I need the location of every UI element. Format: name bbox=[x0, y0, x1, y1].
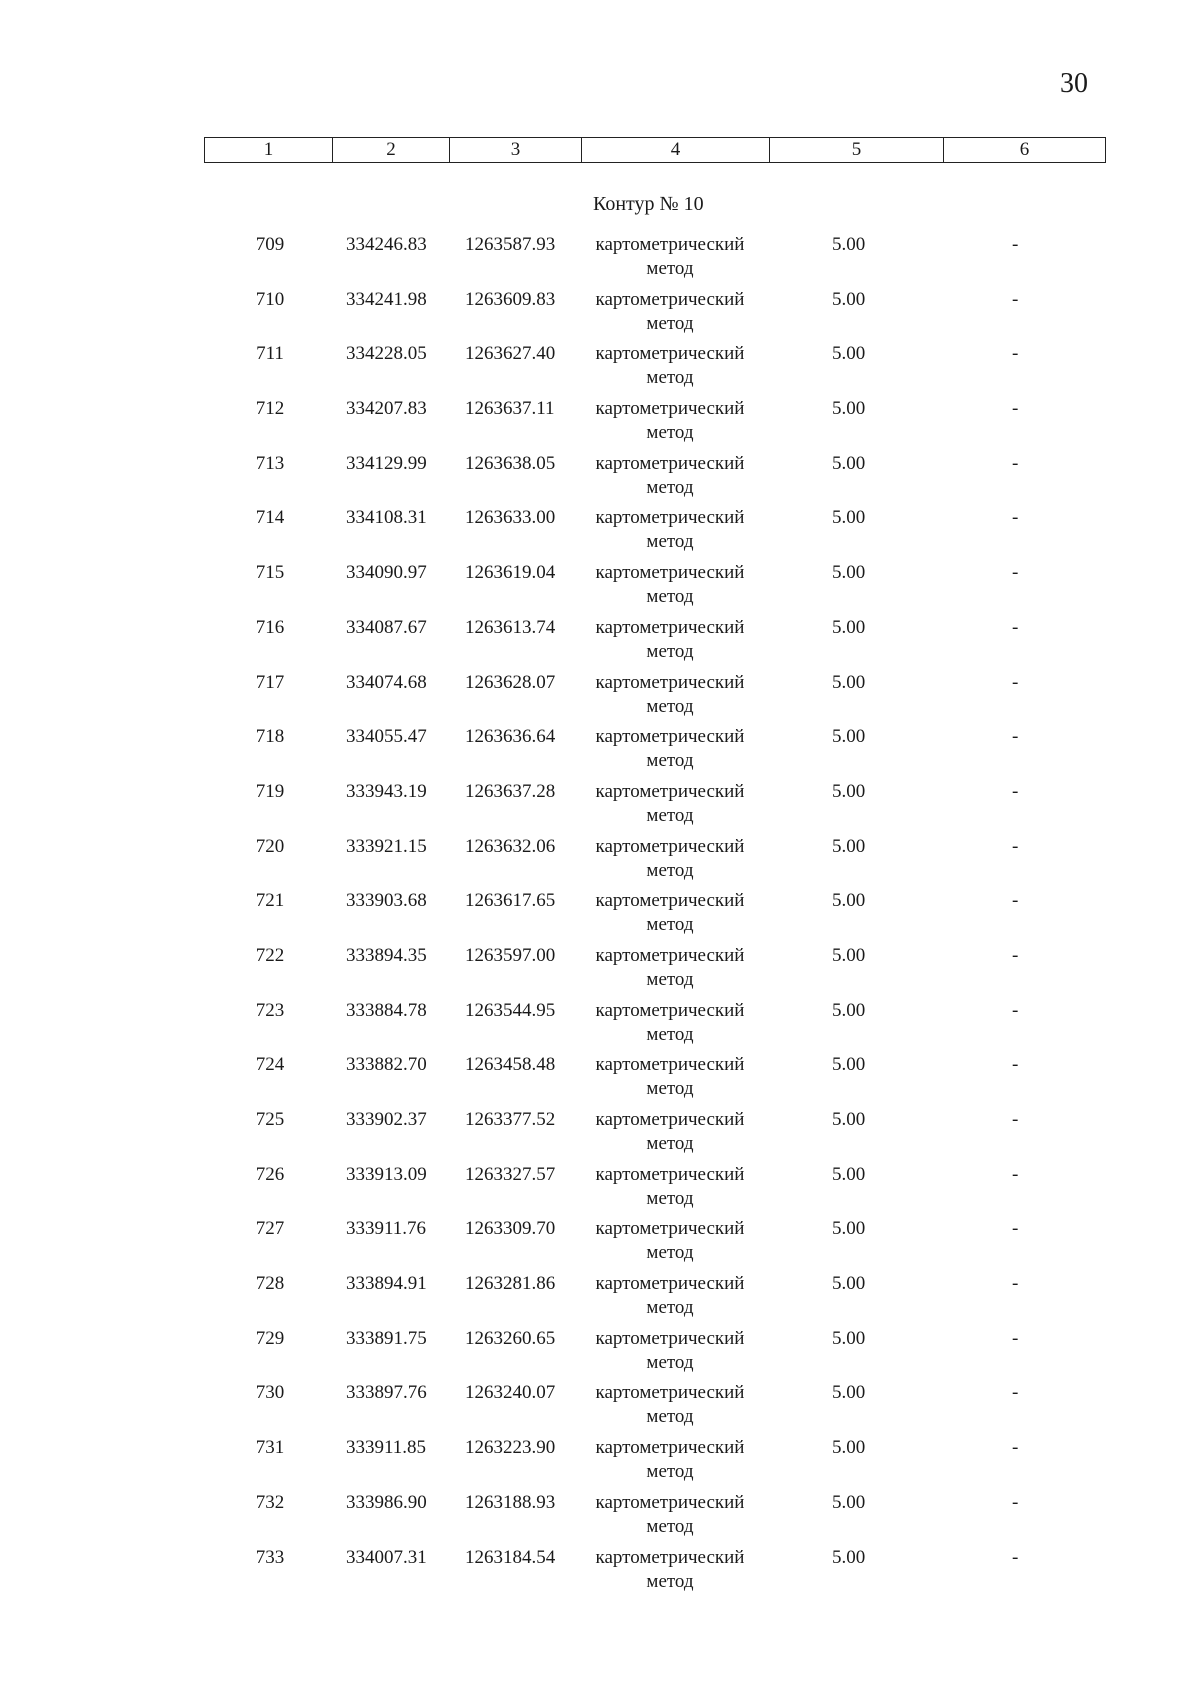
note: - bbox=[1012, 999, 1019, 1021]
table-row bbox=[0, 1327, 1200, 1382]
table-row bbox=[0, 397, 1200, 452]
method-text: картометрический метод bbox=[595, 1382, 745, 1428]
coordinate-y: 1263627.40 bbox=[465, 343, 556, 365]
column-header-5: 5 bbox=[770, 138, 944, 163]
coordinate-y: 1263184.54 bbox=[465, 1546, 556, 1568]
accuracy: 5.00 bbox=[832, 343, 866, 365]
note: - bbox=[1012, 234, 1019, 255]
coordinate-x: 333894.91 bbox=[346, 1273, 427, 1295]
column-header-3: 3 bbox=[450, 138, 582, 163]
method-text: картометрический метод bbox=[595, 616, 745, 662]
coordinate-y: 1263619.04 bbox=[465, 562, 556, 584]
coordinate-x: 334087.67 bbox=[346, 616, 427, 638]
accuracy: 5.00 bbox=[832, 1437, 866, 1459]
coordinate-x: 334090.97 bbox=[346, 562, 427, 584]
method-text: картометрический метод bbox=[595, 1327, 745, 1373]
point-number: 727 bbox=[255, 1218, 285, 1240]
coordinate-x: 333911.85 bbox=[346, 1437, 427, 1459]
table-row bbox=[0, 1491, 1200, 1546]
accuracy: 5.00 bbox=[832, 1109, 866, 1130]
point-number: 721 bbox=[255, 890, 285, 912]
table-row bbox=[0, 342, 1200, 397]
note: - bbox=[1012, 835, 1019, 857]
table-row bbox=[0, 452, 1200, 507]
coordinate-x: 333894.35 bbox=[346, 944, 427, 966]
method-text: картометрический метод bbox=[595, 234, 745, 279]
table-row bbox=[0, 999, 1200, 1054]
coordinate-y: 1263609.83 bbox=[465, 288, 556, 310]
coordinate-y: 1263188.93 bbox=[465, 1491, 556, 1513]
point-number: 728 bbox=[255, 1273, 285, 1295]
accuracy: 5.00 bbox=[832, 890, 866, 912]
note: - bbox=[1012, 1163, 1019, 1185]
coordinate-x: 333903.68 bbox=[346, 890, 427, 912]
coordinate-y: 1263638.05 bbox=[465, 452, 556, 474]
accuracy: 5.00 bbox=[832, 1546, 866, 1568]
method-cell bbox=[590, 1108, 750, 1156]
coordinate-y: 1263587.93 bbox=[465, 234, 556, 255]
table-row bbox=[0, 671, 1200, 726]
column-header-1: 1 bbox=[205, 138, 333, 163]
note: - bbox=[1012, 1437, 1019, 1459]
method-cell bbox=[590, 397, 750, 445]
coordinate-x: 333891.75 bbox=[346, 1327, 427, 1349]
note: - bbox=[1012, 288, 1019, 310]
note: - bbox=[1012, 1273, 1019, 1295]
note: - bbox=[1012, 616, 1019, 638]
point-number: 726 bbox=[255, 1163, 285, 1185]
coordinate-y: 1263544.95 bbox=[465, 999, 556, 1021]
table-row bbox=[0, 1546, 1200, 1601]
point-number: 733 bbox=[255, 1546, 285, 1568]
note: - bbox=[1012, 890, 1019, 912]
coordinate-x: 333943.19 bbox=[346, 780, 427, 802]
method-cell bbox=[590, 780, 750, 828]
method-cell bbox=[590, 1327, 750, 1375]
method-cell bbox=[590, 1546, 750, 1594]
table-row bbox=[0, 835, 1200, 890]
coordinate-y: 1263637.28 bbox=[465, 780, 556, 802]
coordinate-y: 1263240.07 bbox=[465, 1382, 556, 1404]
accuracy: 5.00 bbox=[832, 999, 866, 1021]
accuracy: 5.00 bbox=[832, 835, 866, 857]
coordinate-x: 334246.83 bbox=[346, 234, 427, 255]
coordinate-x: 334207.83 bbox=[346, 398, 427, 420]
coordinate-y: 1263617.65 bbox=[465, 890, 556, 912]
note: - bbox=[1012, 507, 1019, 529]
point-number: 722 bbox=[255, 944, 285, 966]
coordinate-y: 1263377.52 bbox=[465, 1109, 556, 1130]
point-number: 712 bbox=[255, 398, 285, 420]
method-cell bbox=[590, 1217, 750, 1265]
method-cell bbox=[590, 233, 750, 281]
note: - bbox=[1012, 1327, 1019, 1349]
note: - bbox=[1012, 944, 1019, 966]
method-text: картометрический метод bbox=[595, 944, 745, 990]
column-header-row bbox=[205, 138, 1106, 163]
note: - bbox=[1012, 343, 1019, 365]
method-text: картометрический метод bbox=[595, 1054, 745, 1100]
coordinate-y: 1263628.07 bbox=[465, 671, 556, 693]
method-text: картометрический метод bbox=[595, 507, 745, 553]
method-text: картометрический метод bbox=[595, 1437, 745, 1483]
note: - bbox=[1012, 780, 1019, 802]
point-number: 717 bbox=[255, 671, 285, 693]
point-number: 720 bbox=[255, 835, 285, 857]
column-header-table bbox=[204, 137, 1106, 163]
accuracy: 5.00 bbox=[832, 398, 866, 420]
accuracy: 5.00 bbox=[832, 234, 866, 255]
coordinate-x: 333913.09 bbox=[346, 1163, 427, 1185]
coordinate-x: 333986.90 bbox=[346, 1491, 427, 1513]
method-cell bbox=[590, 1272, 750, 1320]
coordinate-y: 1263636.64 bbox=[465, 726, 556, 748]
accuracy: 5.00 bbox=[832, 726, 866, 748]
accuracy: 5.00 bbox=[832, 780, 866, 802]
table-row bbox=[0, 288, 1200, 343]
method-text: картометрический метод bbox=[595, 1273, 745, 1319]
point-number: 709 bbox=[255, 234, 285, 255]
coordinate-y: 1263613.74 bbox=[465, 616, 556, 638]
note: - bbox=[1012, 1109, 1019, 1130]
method-text: картометрический метод bbox=[595, 1546, 745, 1592]
table-row bbox=[0, 1381, 1200, 1436]
note: - bbox=[1012, 1491, 1019, 1513]
method-text: картометрический метод bbox=[595, 562, 745, 608]
coordinate-x: 334228.05 bbox=[346, 343, 427, 365]
coordinate-x: 334074.68 bbox=[346, 671, 427, 693]
coordinate-x: 334241.98 bbox=[346, 288, 427, 310]
table-row bbox=[0, 233, 1200, 288]
column-header-2: 2 bbox=[333, 138, 450, 163]
page-number: 30 bbox=[1060, 68, 1088, 99]
method-cell bbox=[590, 1163, 750, 1211]
coordinate-y: 1263633.00 bbox=[465, 507, 556, 529]
accuracy: 5.00 bbox=[832, 1273, 866, 1295]
coordinate-x: 334055.47 bbox=[346, 726, 427, 748]
method-text: картометрический метод bbox=[595, 999, 745, 1045]
method-cell bbox=[590, 452, 750, 500]
coordinate-x: 334007.31 bbox=[346, 1546, 427, 1568]
accuracy: 5.00 bbox=[832, 288, 866, 310]
note: - bbox=[1012, 726, 1019, 748]
accuracy: 5.00 bbox=[832, 616, 866, 638]
point-number: 729 bbox=[255, 1327, 285, 1349]
method-text: картометрический метод bbox=[595, 1109, 745, 1154]
column-header-4: 4 bbox=[582, 138, 770, 163]
accuracy: 5.00 bbox=[832, 944, 866, 966]
accuracy: 5.00 bbox=[832, 1218, 866, 1240]
method-cell bbox=[590, 1436, 750, 1484]
coordinate-y: 1263223.90 bbox=[465, 1437, 556, 1459]
method-text: картометрический метод bbox=[595, 890, 745, 936]
accuracy: 5.00 bbox=[832, 1163, 866, 1185]
accuracy: 5.00 bbox=[832, 1054, 866, 1076]
coordinate-x: 334108.31 bbox=[346, 507, 427, 529]
point-number: 714 bbox=[255, 507, 285, 529]
method-cell bbox=[590, 999, 750, 1047]
column-header-6: 6 bbox=[944, 138, 1106, 163]
accuracy: 5.00 bbox=[832, 507, 866, 529]
coordinate-y: 1263260.65 bbox=[465, 1327, 556, 1349]
point-number: 719 bbox=[255, 780, 285, 802]
table-row bbox=[0, 1272, 1200, 1327]
coordinate-x: 333897.76 bbox=[346, 1382, 427, 1404]
method-text: картометрический метод bbox=[595, 398, 745, 444]
table-row bbox=[0, 780, 1200, 835]
point-number: 723 bbox=[255, 999, 285, 1021]
coordinate-y: 1263637.11 bbox=[465, 398, 555, 420]
table-row bbox=[0, 944, 1200, 999]
method-text: картометрический метод bbox=[595, 1491, 745, 1537]
coordinates-table-body bbox=[0, 233, 1200, 1600]
note: - bbox=[1012, 562, 1019, 584]
table-row bbox=[0, 725, 1200, 780]
method-cell bbox=[590, 1381, 750, 1429]
coordinate-y: 1263632.06 bbox=[465, 835, 556, 857]
coordinate-y: 1263309.70 bbox=[465, 1218, 556, 1240]
method-cell bbox=[590, 288, 750, 336]
point-number: 710 bbox=[255, 288, 285, 310]
method-cell bbox=[590, 1053, 750, 1101]
coordinate-x: 333911.76 bbox=[346, 1218, 427, 1240]
accuracy: 5.00 bbox=[832, 1491, 866, 1513]
method-cell bbox=[590, 616, 750, 664]
point-number: 724 bbox=[255, 1054, 285, 1076]
note: - bbox=[1012, 452, 1019, 474]
method-text: картометрический метод bbox=[595, 726, 745, 772]
method-cell bbox=[590, 342, 750, 390]
method-text: картометрический метод bbox=[595, 1218, 745, 1264]
coordinate-x: 333882.70 bbox=[346, 1054, 427, 1076]
point-number: 718 bbox=[255, 726, 285, 748]
table-row bbox=[0, 1217, 1200, 1272]
coordinate-y: 1263281.86 bbox=[465, 1273, 556, 1295]
table-row bbox=[0, 1053, 1200, 1108]
table-row bbox=[0, 1163, 1200, 1218]
coordinate-y: 1263458.48 bbox=[465, 1054, 556, 1076]
method-cell bbox=[590, 1491, 750, 1539]
point-number: 730 bbox=[255, 1382, 285, 1404]
method-text: картометрический метод bbox=[595, 343, 745, 389]
method-text: картометрический метод bbox=[595, 1163, 745, 1209]
method-cell bbox=[590, 944, 750, 992]
method-text: картометрический метод bbox=[595, 288, 745, 334]
method-cell bbox=[590, 506, 750, 554]
table-row bbox=[0, 506, 1200, 561]
method-text: картометрический метод bbox=[595, 835, 745, 881]
point-number: 711 bbox=[256, 343, 284, 365]
accuracy: 5.00 bbox=[832, 452, 866, 474]
table-row bbox=[0, 889, 1200, 944]
point-number: 731 bbox=[255, 1437, 285, 1459]
coordinate-x: 333902.37 bbox=[346, 1109, 427, 1130]
method-text: картометрический метод bbox=[595, 671, 745, 717]
table-row bbox=[0, 1108, 1200, 1163]
note: - bbox=[1012, 671, 1019, 693]
point-number: 715 bbox=[255, 562, 285, 584]
note: - bbox=[1012, 1546, 1019, 1568]
table-row bbox=[0, 1436, 1200, 1491]
accuracy: 5.00 bbox=[832, 1327, 866, 1349]
method-cell bbox=[590, 889, 750, 937]
method-cell bbox=[590, 561, 750, 609]
table-row bbox=[0, 616, 1200, 671]
method-cell bbox=[590, 725, 750, 773]
coordinate-x: 334129.99 bbox=[346, 452, 427, 474]
note: - bbox=[1012, 1054, 1019, 1076]
method-cell bbox=[590, 835, 750, 883]
note: - bbox=[1012, 1382, 1019, 1404]
point-number: 716 bbox=[255, 616, 285, 638]
point-number: 725 bbox=[255, 1109, 285, 1130]
accuracy: 5.00 bbox=[832, 1382, 866, 1404]
method-text: картометрический метод bbox=[595, 780, 745, 826]
table-row bbox=[0, 561, 1200, 616]
coordinate-x: 333884.78 bbox=[346, 999, 427, 1021]
method-cell bbox=[590, 671, 750, 719]
accuracy: 5.00 bbox=[832, 562, 866, 584]
note: - bbox=[1012, 398, 1019, 420]
contour-title: Контур № 10 bbox=[593, 193, 704, 215]
point-number: 732 bbox=[255, 1491, 285, 1513]
method-text: картометрический метод bbox=[595, 452, 745, 498]
accuracy: 5.00 bbox=[832, 671, 866, 693]
point-number: 713 bbox=[255, 452, 285, 474]
coordinate-y: 1263327.57 bbox=[465, 1163, 556, 1185]
coordinate-y: 1263597.00 bbox=[465, 944, 556, 966]
coordinate-x: 333921.15 bbox=[346, 835, 427, 857]
note: - bbox=[1012, 1218, 1019, 1240]
